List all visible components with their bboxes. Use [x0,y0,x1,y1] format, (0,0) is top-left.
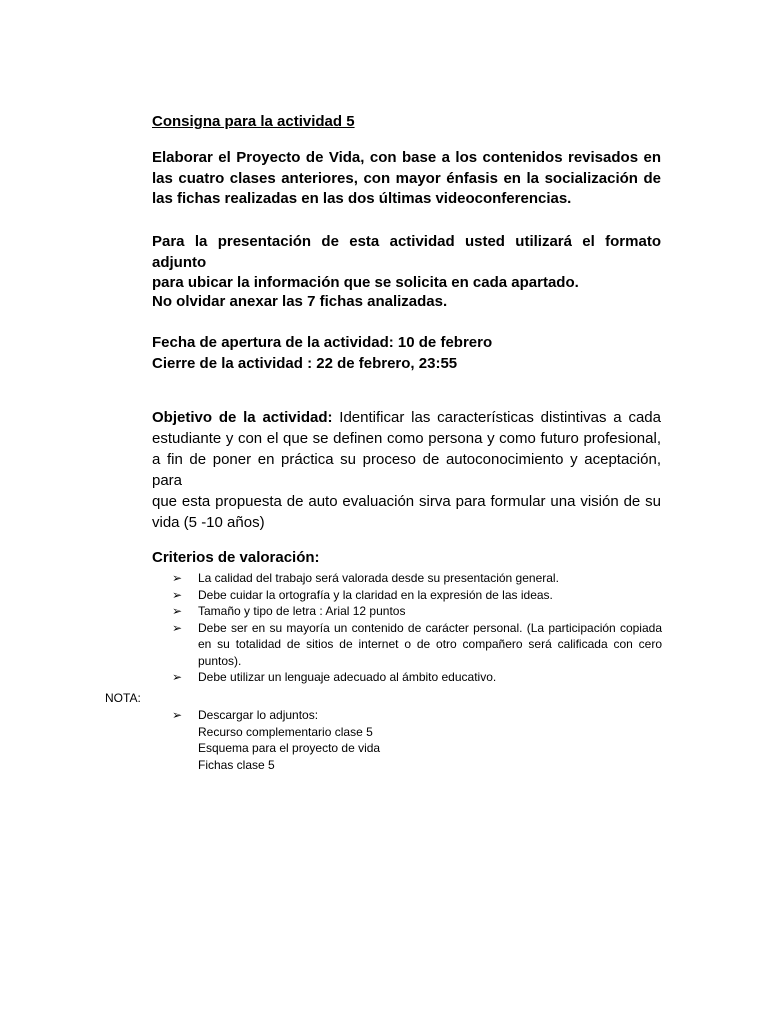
objective-label: Objetivo de la actividad: [152,409,333,426]
attachment-item: Fichas clase 5 [198,757,275,772]
attachments-list [172,707,662,773]
activity-heading: Consigna para la actividad 5 [152,113,355,130]
criteria-line: en su totalidad de sitios de internet o de otro compañero será calificada con cero [198,637,662,651]
objective-first-line [152,407,661,428]
criteria-item-text [198,669,662,686]
criteria-line: Tamaño y tipo de letra : Arial 12 puntos [198,604,406,618]
objective-text: Identificar las características distintivas a cada [332,409,661,426]
objective-line: vida (5 -10 años) [152,514,265,531]
arrowhead-bullet-icon: ➢ [172,620,183,635]
arrowhead-bullet-icon: ➢ [172,670,183,684]
objective-line: estudiante y con el que se definen como persona y como futuro profesional, [152,430,661,447]
arrowhead-bullet-icon: ➢ [172,708,183,722]
objective-paragraph [152,407,661,533]
list-item [172,587,662,604]
objective-line: a fin de poner en práctica su proceso de autoconocimiento y aceptación, para [152,451,661,489]
nota-label: NOTA: [105,691,141,705]
list-item [172,707,662,773]
objective-line: que esta propuesta de auto evaluación sirva para formular una visión de su [152,493,661,510]
criteria-item-text [198,620,662,670]
criteria-item-text [198,603,662,620]
paragraph-line: las fichas realizadas en las dos últimas videoconferencias. [152,190,572,207]
list-item [172,669,662,686]
criteria-item-text [198,587,662,604]
criteria-line: La calidad del trabajo será valorada desde su presentación general. [198,571,559,585]
paragraph-line: para ubicar la información que se solicita en cada apartado. [152,274,579,291]
paragraph-line: Elaborar el Proyecto de Vida, con base a los contenidos revisados en [152,149,661,166]
criteria-line: Debe utilizar un lenguaje adecuado al ámbito educativo. [198,670,497,684]
criteria-title: Criterios de valoración: [152,549,320,566]
paragraph-line: Para la presentación de esta actividad usted utilizará el formato adjunto [152,233,661,271]
paragraph-instructions [152,148,661,210]
criteria-list [172,570,662,686]
attachments-block [198,707,662,773]
list-item [172,603,662,620]
arrowhead-bullet-icon: ➢ [172,587,183,602]
attachment-item: Esquema para el proyecto de vida [198,741,381,755]
paragraph-annex-reminder: No olvidar anexar las 7 fichas analizadas. [152,293,448,310]
closing-date: Cierre de la actividad : 22 de febrero, 23:55 [152,355,458,372]
criteria-item-text [198,570,662,587]
criteria-line: Debe ser en su mayoría un contenido de carácter personal. (La participación copiada [198,620,662,635]
attachment-item: Recurso complementario clase 5 [198,724,373,739]
arrowhead-bullet-icon: ➢ [172,571,183,585]
criteria-line: Debe cuidar la ortografía y la claridad en la expresión de las ideas. [198,587,553,602]
opening-date: Fecha de apertura de la actividad: 10 de febrero [152,334,493,351]
criteria-line: puntos). [198,653,242,668]
attachments-title: Descargar lo adjuntos: [198,708,319,722]
list-item [172,620,662,670]
paragraph-line: las cuatro clases anteriores, con mayor énfasis en la socialización de [152,169,661,187]
list-item [172,570,662,587]
arrowhead-bullet-icon: ➢ [172,604,183,618]
paragraph-format [152,232,661,294]
